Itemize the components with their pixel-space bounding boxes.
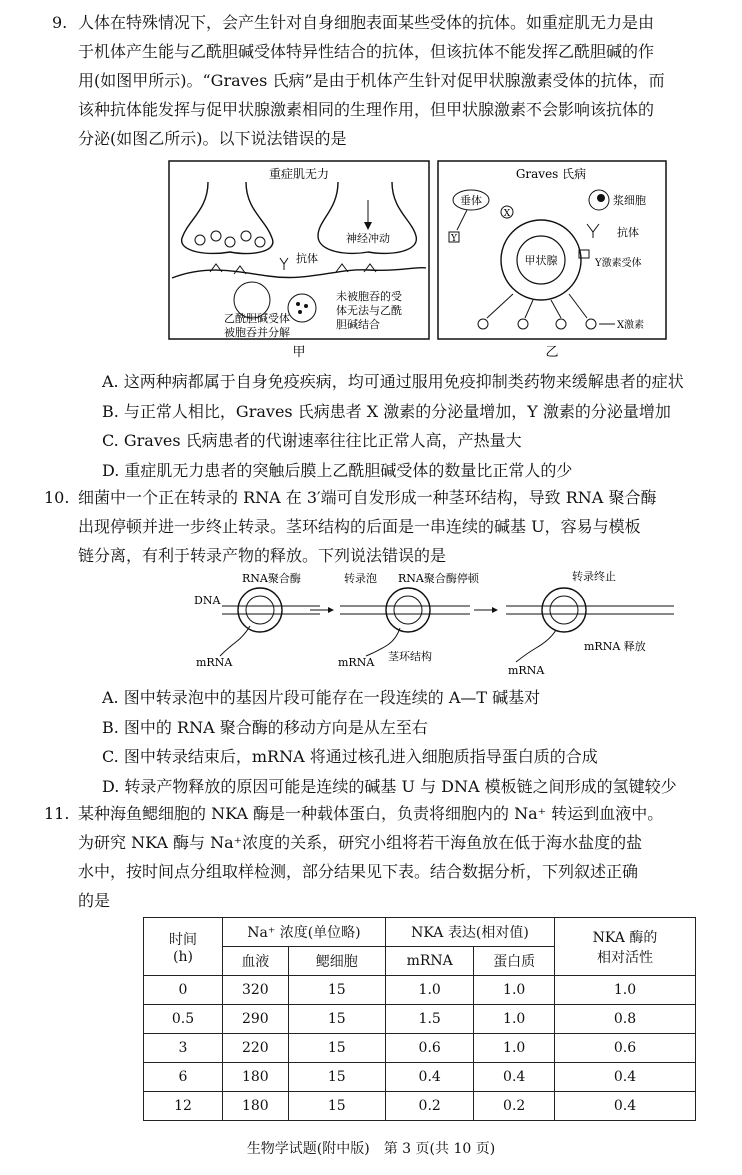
figure-jia <box>168 160 430 360</box>
header-activity-line: NKA 酶的 <box>592 929 658 946</box>
table-cell: 0.8 <box>555 1005 696 1034</box>
synapse-diagram <box>168 160 430 360</box>
mrna-label: mRNA <box>338 656 375 669</box>
pause-label: RNA聚合酶停顿 <box>398 572 479 585</box>
question-text-line: 于机体产生能与乙酰胆碱受体特异性结合的抗体，但该抗体不能发挥乙酰胆碱的作 <box>78 42 655 61</box>
table-cell: 320 <box>223 976 289 1005</box>
table-cell: 1.0 <box>474 976 555 1005</box>
table-row <box>144 1034 696 1063</box>
table-cell: 0.4 <box>555 1092 696 1121</box>
table-row <box>144 1005 696 1034</box>
graves-diagram <box>437 160 667 360</box>
table-cell: 1.5 <box>385 1005 473 1034</box>
table-cell: 15 <box>288 1092 385 1121</box>
subheader-cell: mRNA <box>385 947 473 976</box>
table-cell: 1.0 <box>474 1034 555 1063</box>
question-10-options <box>102 683 742 801</box>
figure-yi <box>437 160 667 360</box>
question-10 <box>44 483 728 570</box>
table-cell: 0.4 <box>474 1063 555 1092</box>
plasma-cell-label: 浆细胞 <box>613 194 646 207</box>
option-c: C. Graves 氏病患者的代谢速率往往比正常人高，产热量大 <box>102 431 522 450</box>
antibody-label: 抗体 <box>617 226 639 239</box>
table-cell: 6 <box>144 1063 223 1092</box>
table-cell: 15 <box>288 1005 385 1034</box>
table-row <box>144 976 696 1005</box>
question-text-line: 水中，按时间点分组取样检测，部分结果见下表。结合数据分析，下列叙述正确 <box>78 862 639 881</box>
option-d: D. 重症肌无力患者的突触后膜上乙酰胆碱受体的数量比正常人的少 <box>102 460 573 480</box>
receptor-note-line: 被胞吞并分解 <box>224 326 290 339</box>
option-b: B. 图中的 RNA 聚合酶的移动方向是从左至右 <box>102 717 428 737</box>
option-a: A. 这两种病都属于自身免疫疾病，均可通过服用免疫抑制类药物来缓解患者的症状 <box>102 372 684 391</box>
y-mark: Y <box>451 234 457 244</box>
table-cell: 180 <box>223 1092 289 1121</box>
question-text-line: 出现停顿并进一步终止转录。茎环结构的后面是一串连续的碱基 U，容易与模板 <box>78 517 641 536</box>
mrna-label: mRNA <box>508 664 545 677</box>
question-text-line: 链分离，有利于转录产物的释放。下列说法错误的是 <box>78 546 447 565</box>
x-hormone-label: X激素 <box>617 320 645 331</box>
question-text-line: 分泌(如图乙所示)。以下说法错误的是 <box>78 129 347 148</box>
question-11 <box>44 799 728 915</box>
table-cell: 12 <box>144 1092 223 1121</box>
mrna-release-label: mRNA 释放 <box>584 640 646 653</box>
question-number: 10. <box>44 488 70 507</box>
question-text-line: 的是 <box>78 891 111 910</box>
transcription-diagram <box>190 570 680 680</box>
table-cell: 0.6 <box>555 1034 696 1063</box>
x-mark: X <box>503 209 511 219</box>
question-text-line: 该种抗体能发挥与促甲状腺激素相同的生理作用，但甲状腺激素不会影响该抗体的 <box>78 100 655 119</box>
table-cell: 15 <box>288 1063 385 1092</box>
header-activity <box>555 918 696 976</box>
unbound-receptor-note: 体无法与乙酰 <box>336 304 402 317</box>
thyroid-label: 甲状腺 <box>524 254 558 267</box>
table-cell: 0.2 <box>474 1092 555 1121</box>
question-text-line: 用(如图甲所示)。“Graves 氏病”是由于机体产生针对促甲状腺激素受体的抗体，而 <box>78 71 665 90</box>
figure-caption: 甲 <box>292 345 306 360</box>
table-cell: 290 <box>223 1005 289 1034</box>
antibody-label: 抗体 <box>296 252 318 265</box>
table-cell: 1.0 <box>555 976 696 1005</box>
question-text-line: 人体在特殊情况下，会产生针对自身细胞表面某些受体的抗体。如重症肌无力是由 <box>78 13 655 32</box>
question-number: 9. <box>52 13 68 32</box>
subheader-cell: 蛋白质 <box>474 947 555 976</box>
table-body <box>144 976 696 1121</box>
subheader-cell: 血液 <box>223 947 289 976</box>
option-b: B. 与正常人相比，Graves 氏病患者 X 激素的分泌量增加，Y 激素的分泌量增加 <box>102 401 671 421</box>
fig-title: 重症肌无力 <box>268 167 330 181</box>
transcription-figure <box>190 570 680 680</box>
nerve-impulse-label: 神经冲动 <box>346 232 390 245</box>
table-cell: 15 <box>288 1034 385 1063</box>
fig-title: Graves 氏病 <box>515 167 587 181</box>
table-cell: 1.0 <box>385 976 473 1005</box>
termination-label: 转录终止 <box>572 570 616 583</box>
option-c: C. 图中转录结束后，mRNA 将通过核孔进入细胞质指导蛋白质的合成 <box>102 747 598 766</box>
table-cell: 15 <box>288 976 385 1005</box>
figure-caption: 乙 <box>545 345 559 360</box>
dna-label: DNA <box>194 594 221 607</box>
table-header-row <box>144 918 696 947</box>
header-nka: NKA 表达(相对值) <box>385 918 554 947</box>
pituitary-label: 垂体 <box>460 194 482 207</box>
data-table <box>143 917 696 1121</box>
stem-loop-label: 茎环结构 <box>388 650 432 663</box>
question-text-line: 细菌中一个正在转录的 RNA 在 3′端可自发形成一种茎环结构，导致 RNA 聚合酶 <box>78 488 657 507</box>
table-cell: 220 <box>223 1034 289 1063</box>
table-cell: 0 <box>144 976 223 1005</box>
receptor-note-line: 乙酰胆碱受体 <box>224 312 290 325</box>
page-footer: 生物学试题(附中版) 第 3 页(共 10 页) <box>246 1141 496 1157</box>
option-d: D. 转录产物释放的原因可能是连续的碱基 U 与 DNA 模板链之间形成的氢键较少 <box>102 776 677 796</box>
table-cell: 0.5 <box>144 1005 223 1034</box>
table-cell: 0.4 <box>555 1063 696 1092</box>
option-a: A. 图中转录泡中的基因片段可能存在一段连续的 A—T 碱基对 <box>102 688 541 707</box>
unbound-receptor-note: 胆碱结合 <box>336 318 380 331</box>
y-receptor-label: Y激素受体 <box>595 258 642 269</box>
table-cell: 0.2 <box>385 1092 473 1121</box>
question-9-options <box>102 367 742 485</box>
subheader-cell: 鳃细胞 <box>288 947 385 976</box>
header-time-unit: (h) <box>173 948 193 965</box>
header-activity-line: 相对活性 <box>597 949 653 966</box>
question-9 <box>52 8 728 153</box>
question-text-line: 某种海鱼鳃细胞的 NKA 酶是一种载体蛋白，负责将细胞内的 Na⁺ 转运到血液中。 <box>78 804 664 823</box>
header-time-label: 时间 <box>169 931 197 948</box>
table-cell: 0.4 <box>385 1063 473 1092</box>
bubble-label: 转录泡 <box>344 572 377 585</box>
table-cell: 1.0 <box>474 1005 555 1034</box>
unbound-receptor-note: 未被胞吞的受 <box>336 290 402 303</box>
table-row <box>144 1063 696 1092</box>
header-na: Na⁺ 浓度(单位略) <box>223 918 386 947</box>
header-time <box>144 918 223 976</box>
table-cell: 180 <box>223 1063 289 1092</box>
table-row <box>144 1092 696 1121</box>
question-number: 11. <box>44 804 70 823</box>
table-cell: 3 <box>144 1034 223 1063</box>
rna-polymerase-label: RNA聚合酶 <box>242 572 301 585</box>
question-text-line: 为研究 NKA 酶与 Na⁺浓度的关系，研究小组将若干海鱼放在低于海水盐度的盐 <box>78 833 643 852</box>
mrna-label: mRNA <box>196 656 233 669</box>
table-cell: 0.6 <box>385 1034 473 1063</box>
